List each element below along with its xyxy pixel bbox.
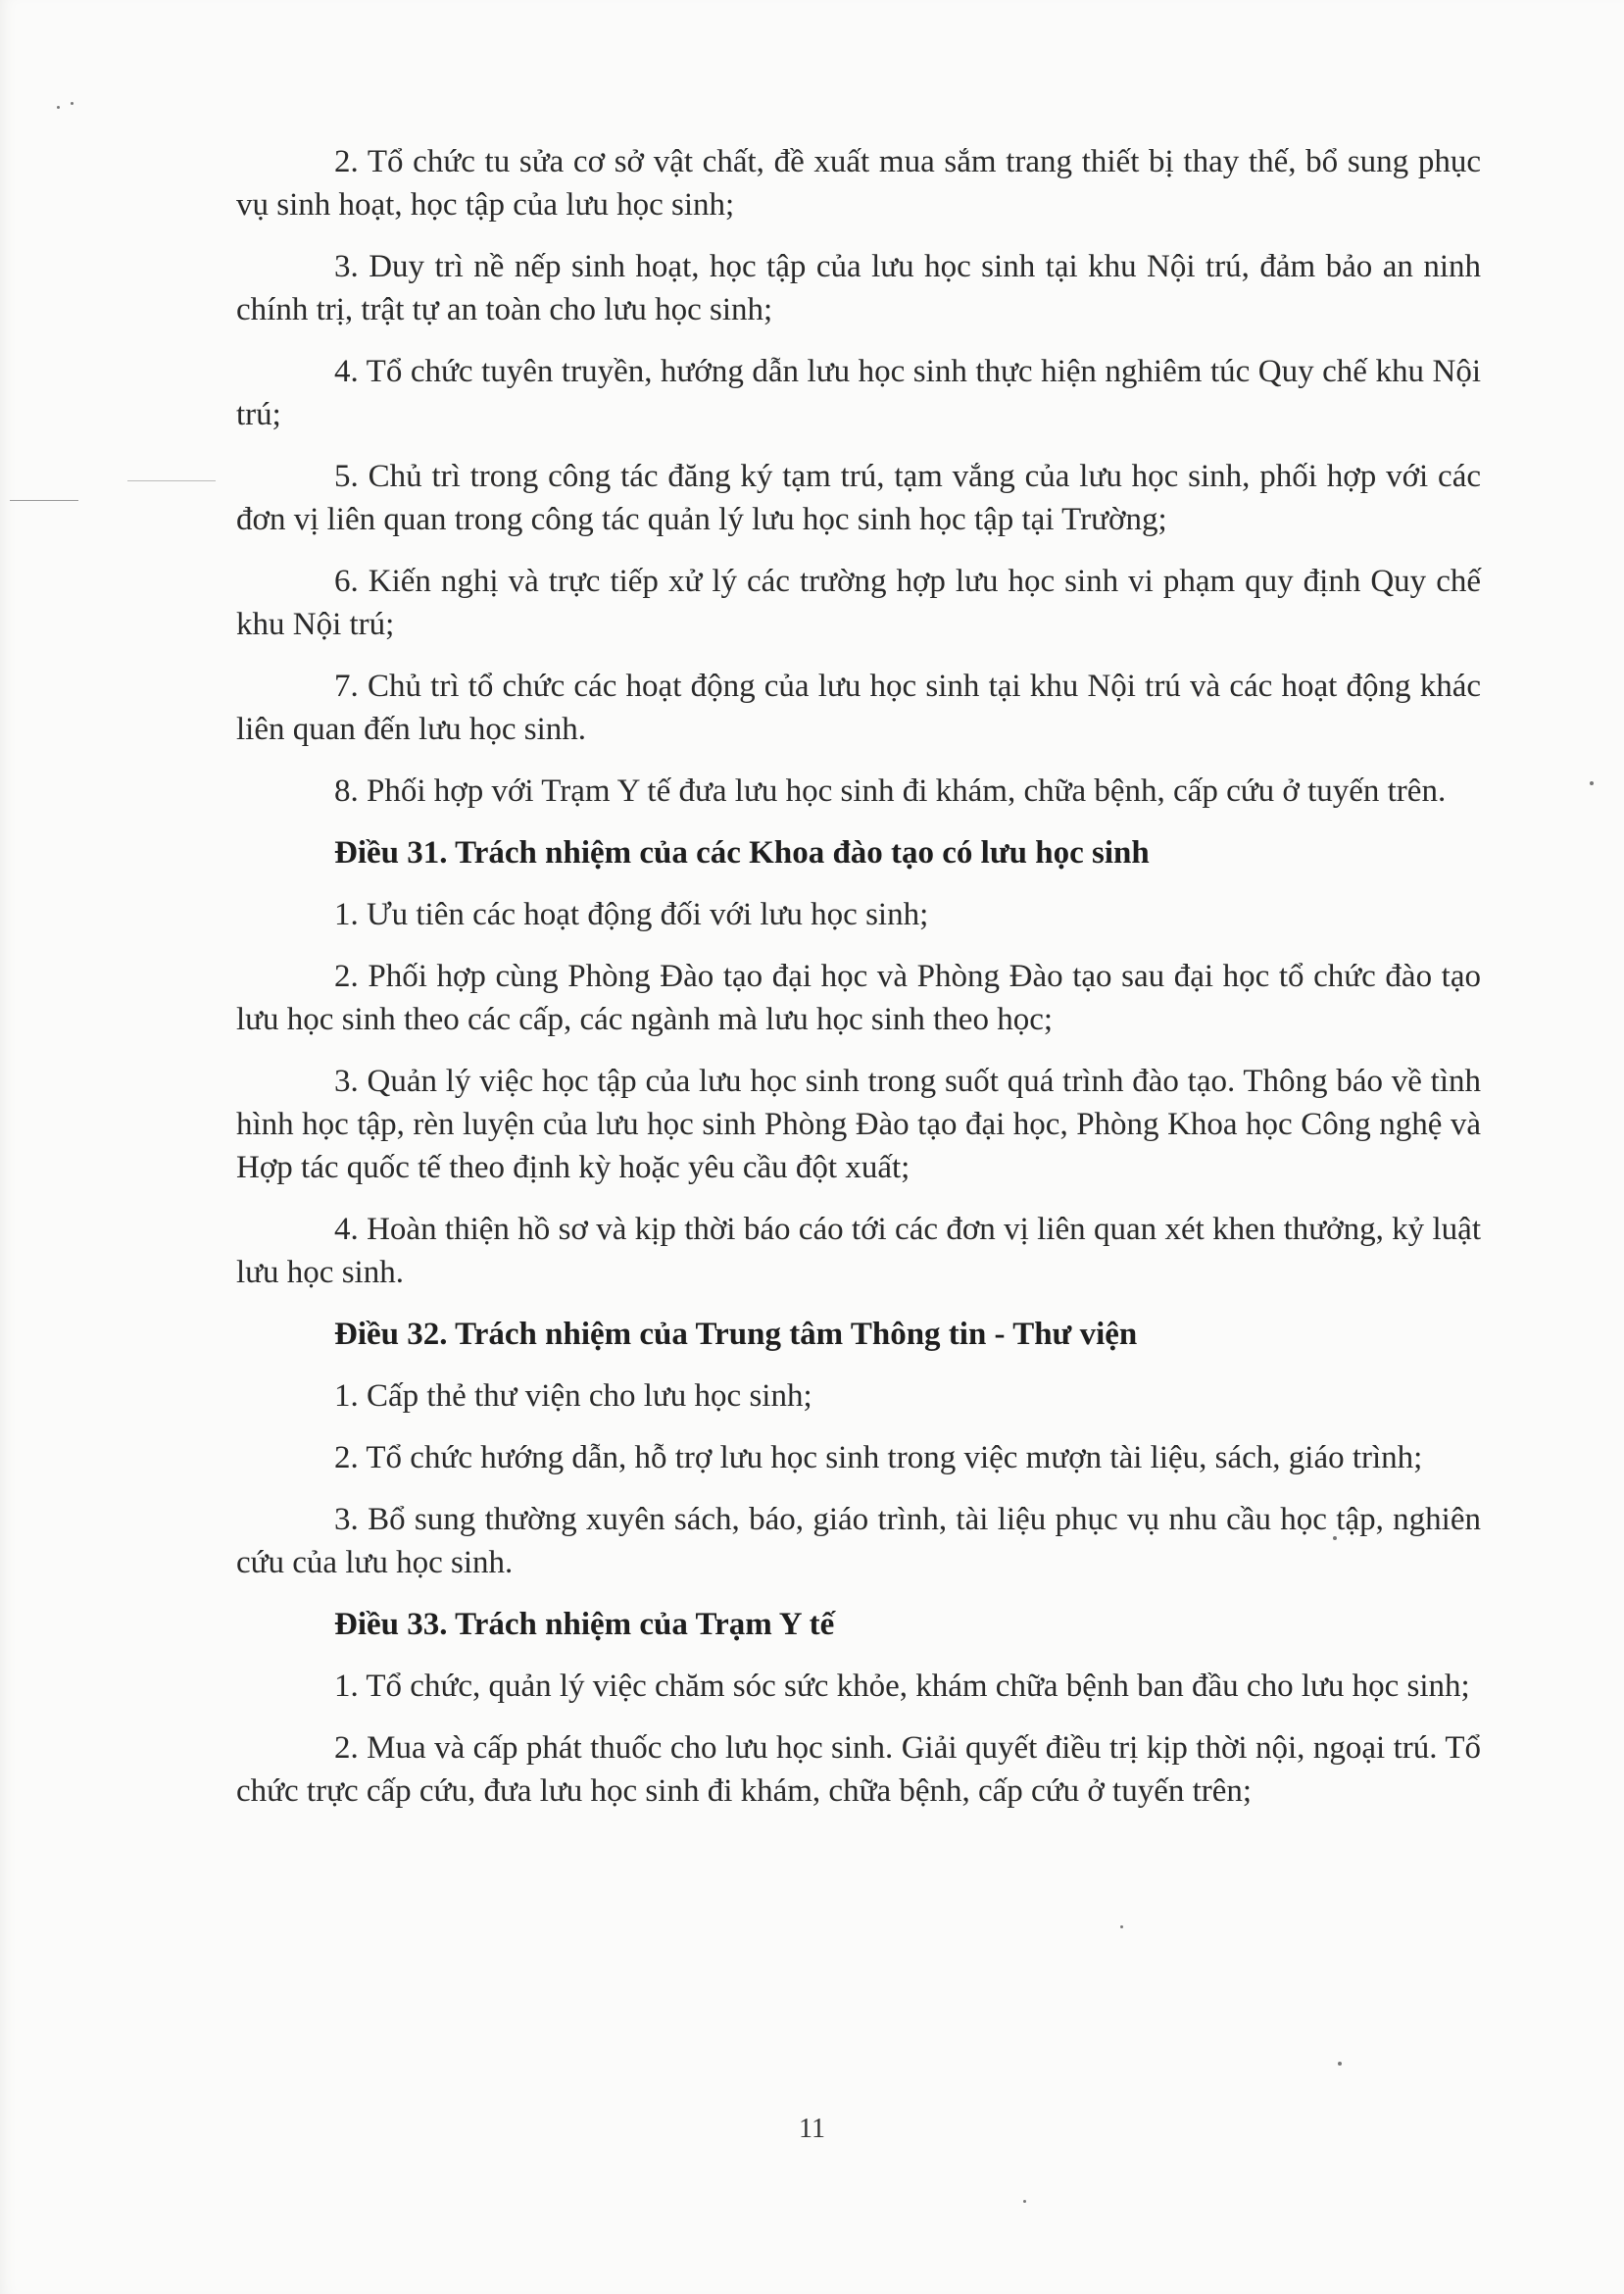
article-33-item-2: 2. Mua và cấp phát thuốc cho lưu học sinh. Giải quyết điều trị kịp thời nội, ngoại trú. Tổ chức trực cấp cứu, đưa lưu học sinh đi khám, chữa bệnh, cấp cứu ở tuyến trên; <box>236 1730 1481 1809</box>
article-31-item-3: 3. Quản lý việc học tập của lưu học sinh trong suốt quá trình đào tạo. Thông báo về tình hình học tập, rèn luyện của lưu học sinh Phòng Đào tạo đại học, Phòng Khoa học Công nghệ và Hợp tác quốc tế theo định kỳ hoặc yêu cầu đột xuất; <box>236 1064 1481 1185</box>
article-30-item-8: 8. Phối hợp với Trạm Y tế đưa lưu học sinh đi khám, chữa bệnh, cấp cứu ở tuyến trên. <box>334 773 1447 809</box>
scan-speck <box>1590 781 1594 785</box>
article-32-item-2: 2. Tổ chức hướng dẫn, hỗ trợ lưu học sinh trong việc mượn tài liệu, sách, giáo trình; <box>334 1440 1423 1475</box>
article-31-item-2: 2. Phối hợp cùng Phòng Đào tạo đại học và Phòng Đào tạo sau đại học tổ chức đào tạo lưu học sinh theo các cấp, các ngành mà lưu học sinh theo học; <box>236 959 1481 1037</box>
article-31-item-1: 1. Ưu tiên các hoạt động đối với lưu học sinh; <box>334 897 929 932</box>
document-body <box>236 140 1481 1831</box>
article-32-item-3: 3. Bổ sung thường xuyên sách, báo, giáo trình, tài liệu phục vụ nhu cầu học tập, nghiên cứu của lưu học sinh. <box>236 1502 1481 1580</box>
article-33-item-1: 1. Tổ chức, quản lý việc chăm sóc sức khỏe, khám chữa bệnh ban đầu cho lưu học sinh; <box>334 1669 1470 1704</box>
article-32-heading: Điều 32. Trách nhiệm của Trung tâm Thông tin - Thư viện <box>334 1317 1138 1352</box>
article-30-item-7: 7. Chủ trì tổ chức các hoạt động của lưu học sinh tại khu Nội trú và các hoạt động khác liên quan đến lưu học sinh. <box>236 669 1481 747</box>
scan-speck <box>1023 2200 1026 2203</box>
article-30-item-4: 4. Tổ chức tuyên truyền, hướng dẫn lưu học sinh thực hiện nghiêm túc Quy chế khu Nội trú; <box>236 354 1481 432</box>
article-30-item-5: 5. Chủ trì trong công tác đăng ký tạm trú, tạm vắng của lưu học sinh, phối hợp với các đơn vị liên quan trong công tác quản lý lưu học sinh học tập tại Trường; <box>236 459 1481 537</box>
scan-speck <box>71 102 74 105</box>
article-31-heading: Điều 31. Trách nhiệm của các Khoa đào tạo có lưu học sinh <box>334 835 1150 871</box>
scan-speck <box>1338 2062 1342 2066</box>
scan-speck <box>1120 1925 1123 1928</box>
article-30-item-2: 2. Tổ chức tu sửa cơ sở vật chất, đề xuất mua sắm trang thiết bị thay thế, bổ sung phục vụ sinh hoạt, học tập của lưu học sinh; <box>236 144 1481 223</box>
article-30-item-6: 6. Kiến nghị và trực tiếp xử lý các trường hợp lưu học sinh vi phạm quy định Quy chế khu Nội trú; <box>236 564 1481 642</box>
article-30-item-3: 3. Duy trì nề nếp sinh hoạt, học tập của lưu học sinh tại khu Nội trú, đảm bảo an ninh chính trị, trật tự an toàn cho lưu học sinh; <box>236 249 1481 327</box>
article-33-heading: Điều 33. Trách nhiệm của Trạm Y tế <box>334 1607 835 1642</box>
scan-speck <box>57 106 60 109</box>
scan-mark <box>127 480 216 481</box>
page-number: 11 <box>799 2114 825 2144</box>
article-31-item-4: 4. Hoàn thiện hồ sơ và kịp thời báo cáo tới các đơn vị liên quan xét khen thưởng, kỷ luật lưu học sinh. <box>236 1212 1481 1290</box>
scan-mark <box>10 500 78 501</box>
article-32-item-1: 1. Cấp thẻ thư viện cho lưu học sinh; <box>334 1378 812 1414</box>
